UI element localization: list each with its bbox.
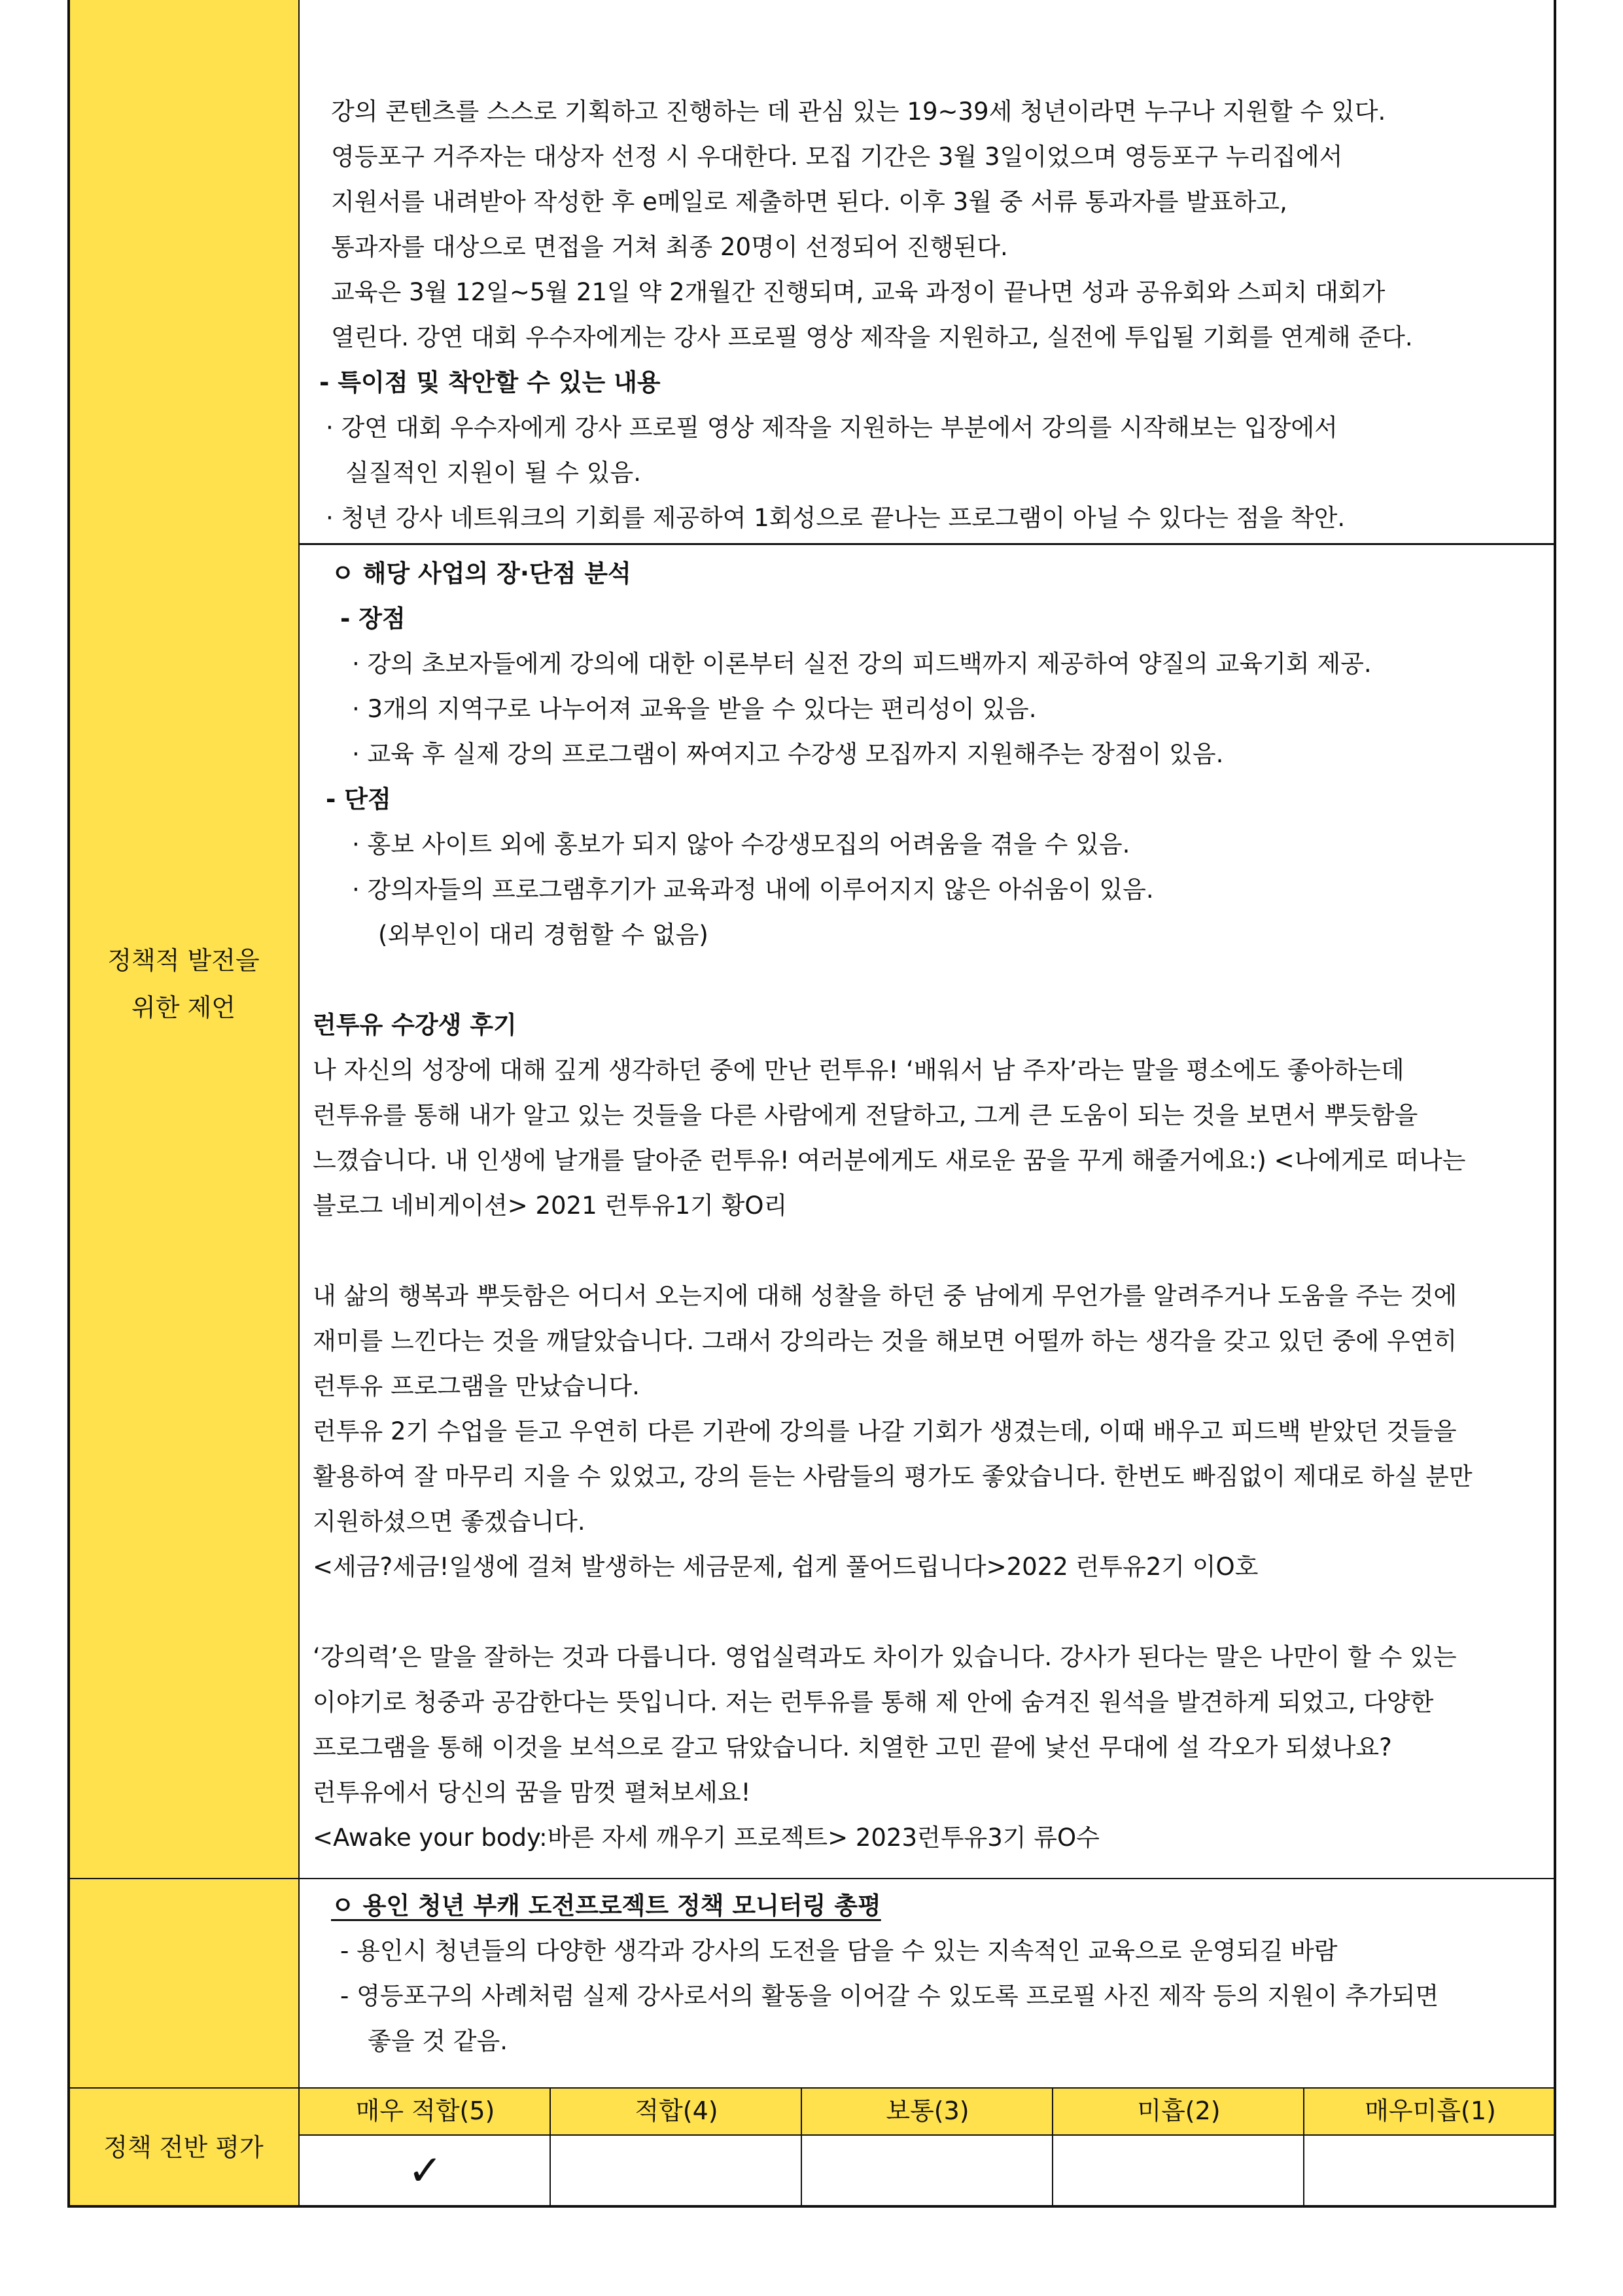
cons-heading: - 단점 [326, 785, 391, 813]
summary-heading-text: ㅇ 용인 청년 부캐 도전프로젝트 정책 모니터링 총평 [331, 1892, 881, 1920]
label-line-2: 위한 제언 [131, 993, 236, 1022]
label-policy-proposal [67, 937, 300, 1031]
review-line: ‘강의력’은 말을 잘하는 것과 다릅니다. 영업실력과도 차이가 있습니다. 강사가 된다는 말은 나만이 할 수 있는 [313, 1643, 1457, 1671]
text-line: 영등포구 거주자는 대상자 선정 시 우대한다. 모집 기간은 3월 3일이었으며 영등포구 누리집에서 [331, 143, 1343, 171]
rule-eval [67, 2087, 1556, 2089]
review-line: <세금?세금!일생에 걸쳐 발생하는 세금문제, 쉽게 풀어드립니다>2022 런투유2기 이O호 [313, 1553, 1259, 1581]
cons-item: · 강의자들의 프로그램후기가 교육과정 내에 이루어지지 않은 아쉬움이 있음. [352, 875, 1154, 904]
review-line: 런투유 2기 수업을 듣고 우연히 다른 기관에 강의를 나갈 기회가 생겼는데, 이때 배우고 피드백 받았던 것들을 [313, 1417, 1457, 1445]
eval-cell-2[interactable] [1053, 2134, 1304, 2208]
summary-line: - 영등포구의 사례처럼 실제 강사로서의 활동을 이어갈 수 있도록 프로필 사진 제작 등의 지원이 추가되면 [340, 1982, 1439, 2010]
review-line: 블로그 네비게이션> 2021 런투유1기 황O리 [313, 1192, 788, 1220]
rule-eval-mid [300, 2134, 1555, 2136]
text-line: 교육은 3월 12일~5월 21일 약 2개월간 진행되며, 교육 과정이 끝나면 성과 공유회와 스피치 대회가 [331, 278, 1386, 306]
cons-item: · 홍보 사이트 외에 홍보가 되지 않아 수강생모집의 어려움을 겪을 수 있음. [352, 830, 1130, 858]
rule-summary [67, 1878, 1556, 1879]
review-line: 이야기로 청중과 공감한다는 뜻입니다. 저는 런투유를 통해 제 안에 숨겨진 원석을 발견하게 되었고, 다양한 [313, 1688, 1434, 1716]
pros-item: · 교육 후 실제 강의 프로그램이 짜여지고 수강생 모집까지 지원해주는 장점이 있음. [352, 740, 1224, 768]
feature-line: · 청년 강사 네트워크의 기회를 제공하여 1회성으로 끝나는 프로그램이 아닐 수 있다는 점을 착안. [326, 504, 1346, 532]
review-line: 지원하셨으면 좋겠습니다. [313, 1508, 585, 1536]
review-heading: 런투유 수강생 후기 [313, 1011, 517, 1039]
review-line: 내 삶의 행복과 뿌듯함은 어디서 오는지에 대해 성찰을 하던 중 남에게 무언가를 알려주거나 도움을 주는 것에 [313, 1282, 1457, 1310]
eval-cell-1[interactable] [1304, 2134, 1556, 2208]
text-line: 지원서를 내려받아 작성한 후 e메일로 제출하면 된다. 이후 3월 중 서류 통과자를 발표하고, [331, 188, 1287, 216]
policy-monitoring-table [67, 0, 1556, 2208]
eval-option-1: 매우미흡(1) [1304, 2087, 1556, 2134]
analysis-heading: ㅇ 해당 사업의 장·단점 분석 [331, 559, 631, 588]
label-column-summary [67, 1878, 300, 2087]
border-bottom [67, 2205, 1556, 2208]
border-left [67, 0, 70, 2208]
text-line: 강의 콘텐츠를 스스로 기획하고 진행하는 데 관심 있는 19~39세 청년이라면 누구나 지원할 수 있다. [331, 97, 1386, 126]
eval-cell-4[interactable] [551, 2134, 802, 2208]
review-line: 프로그램을 통해 이것을 보석으로 갈고 닦았습니다. 치열한 고민 끝에 낯선 무대에 설 각오가 되셨나요? [313, 1733, 1392, 1761]
pros-item: · 강의 초보자들에게 강의에 대한 이론부터 실전 강의 피드백까지 제공하여 양질의 교육기회 제공. [352, 650, 1372, 678]
label-divider [298, 0, 300, 2208]
eval-option-3: 보통(3) [802, 2087, 1053, 2134]
review-line: 나 자신의 성장에 대해 깊게 생각하던 중에 만난 런투유! ‘배워서 남 주자’라는 말을 평소에도 좋아하는데 [313, 1056, 1405, 1084]
eval-cell-3[interactable] [802, 2134, 1053, 2208]
summary-line: - 용인시 청년들의 다양한 생각과 강사의 도전을 담을 수 있는 지속적인 교육으로 운영되길 바람 [340, 1937, 1338, 1965]
check-mark-icon: ✓ [408, 2147, 443, 2195]
summary-section [313, 1883, 1543, 2064]
feature-line: · 강연 대회 우수자에게 강사 프로필 영상 제작을 지원하는 부분에서 강의를 시작해보는 입장에서 [326, 414, 1338, 442]
border-right [1554, 0, 1556, 2208]
label-line-1: 정책적 발전을 [107, 946, 260, 975]
cons-item: (외부인이 대리 경험할 수 없음) [378, 921, 708, 949]
spacer [313, 1228, 1543, 1273]
eval-divider [550, 2087, 551, 2208]
summary-heading [313, 1883, 1543, 1928]
review-line: 런투유에서 당신의 꿈을 맘껏 펼쳐보세요! [313, 1778, 751, 1807]
eval-option-5: 매우 적합(5) [300, 2087, 551, 2134]
review-line: 런투유 프로그램을 만났습니다. [313, 1372, 640, 1400]
label-overall-eval: 정책 전반 평가 [103, 2133, 264, 2162]
review-line: 느꼈습니다. 내 인생에 날개를 달아준 런투유! 여러분에게도 새로운 꿈을 꾸게 해줄거에요:) <나에게로 떠나는 [313, 1146, 1466, 1174]
pros-heading: - 장점 [340, 605, 406, 633]
rule-analysis [300, 543, 1555, 545]
program-description [313, 89, 1543, 540]
text-line: 통과자를 대상으로 면접을 거쳐 최종 20명이 선정되어 진행된다. [331, 233, 1008, 261]
eval-divider [1052, 2087, 1053, 2208]
spacer [313, 957, 1543, 1002]
review-line: 활용하여 잘 마무리 지을 수 있었고, 강의 듣는 사람들의 평가도 좋았습니다. 한번도 빠짐없이 제대로 하실 분만 [313, 1462, 1473, 1491]
review-line: 런투유를 통해 내가 알고 있는 것들을 다른 사람에게 전달하고, 그게 큰 도움이 되는 것을 보면서 뿌듯함을 [313, 1101, 1418, 1129]
eval-option-4: 적합(4) [551, 2087, 802, 2134]
feature-line: 실질적인 지원이 될 수 있음. [345, 459, 641, 487]
pros-item: · 3개의 지역구로 나누어져 교육을 받을 수 있다는 편리성이 있음. [352, 695, 1037, 723]
feature-heading: - 특이점 및 착안할 수 있는 내용 [319, 368, 661, 397]
analysis-section [313, 551, 1543, 1860]
eval-cell-5[interactable] [300, 2134, 551, 2208]
text-line: 열린다. 강연 대회 우수자에게는 강사 프로필 영상 제작을 지원하고, 실전에 투입될 기회를 연계해 준다. [331, 323, 1413, 351]
review-line: <Awake your body:바른 자세 깨우기 프로젝트> 2023런투유3기 류O수 [313, 1824, 1100, 1852]
eval-option-2: 미흡(2) [1053, 2087, 1304, 2134]
eval-divider [801, 2087, 802, 2208]
review-line: 재미를 느낀다는 것을 깨달았습니다. 그래서 강의라는 것을 해보면 어떨까 하는 생각을 갖고 있던 중에 우연히 [313, 1327, 1457, 1355]
summary-line: 좋을 것 같음. [368, 2027, 508, 2055]
spacer [313, 1589, 1543, 1634]
eval-divider [1303, 2087, 1304, 2208]
